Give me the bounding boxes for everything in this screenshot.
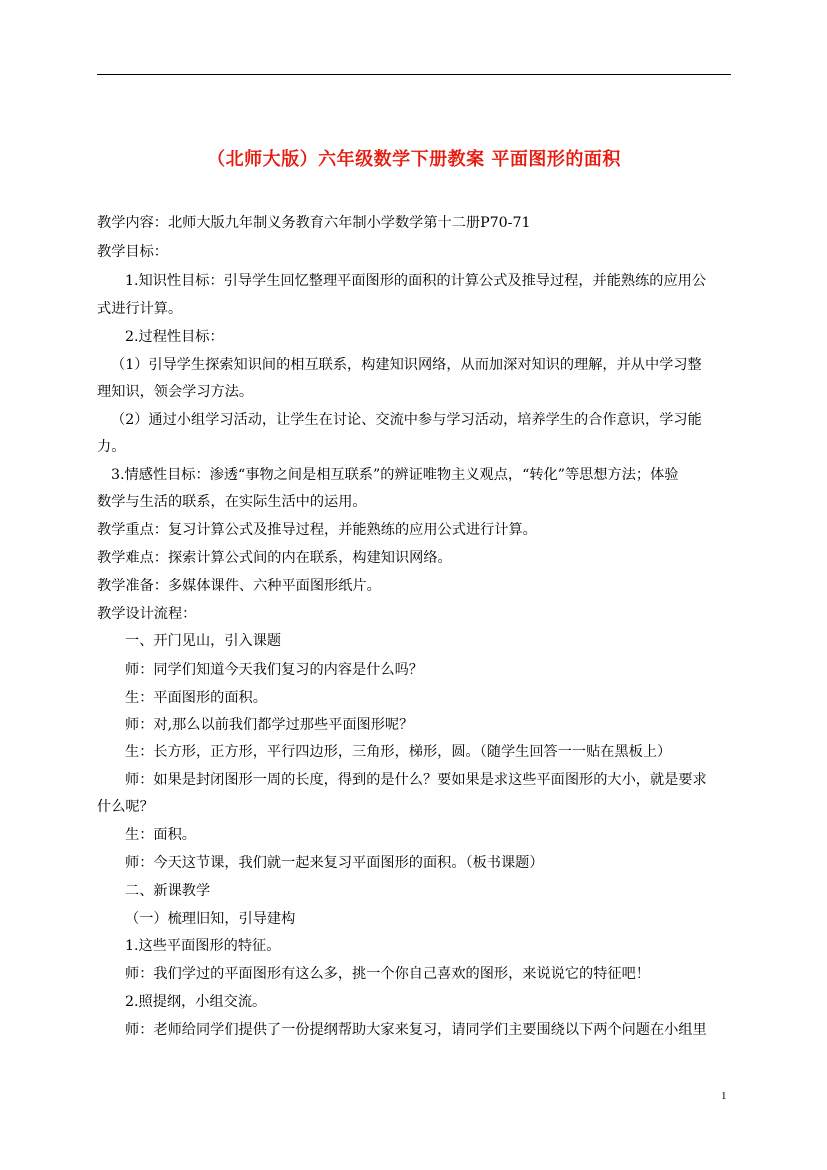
text-line: 师：如果是封闭图形一周的长度，得到的是什么？要如果是求这些平面图形的大小，就是要求 xyxy=(125,772,707,788)
text-line: 师：我们学过的平面图形有这么多，挑一个你自己喜欢的图形，来说说它的特征吧！ xyxy=(125,966,650,982)
text-line: 什么呢？ xyxy=(97,799,154,815)
text-line-key-points: 教学重点：复习计算公式及推导过程，并能熟练的应用公式进行计算。 xyxy=(97,522,537,538)
text-line: 2.照提纲，小组交流。 xyxy=(125,994,267,1010)
text-line-content: 教学内容：北师大版九年制义务教育六年制小学数学第十二册P70-71 xyxy=(97,215,531,231)
page-number: 1 xyxy=(721,1090,727,1102)
text-line: 生：面积。 xyxy=(125,827,196,843)
text-line: 师：今天这节课，我们就一起来复习平面图形的面积。（板书课题） xyxy=(125,855,544,871)
text-line: （2）通过小组学习活动，让学生在讨论、交流中参与学习活动，培养学生的合作意识，学习能 xyxy=(111,412,702,428)
text-line: 师：老师给同学们提供了一份提纲帮助大家来复习，请同学们主要围绕以下两个问题在小组里 xyxy=(125,1022,707,1038)
text-line: 师：对,那么以前我们都学过那些平面图形呢？ xyxy=(125,717,414,733)
text-line: 生：长方形，正方形，平行四边形，三角形，梯形，圆。（随学生回答一一贴在黑板上） xyxy=(125,744,672,760)
subsection-heading: （一）梳理旧知，引导建构 xyxy=(125,911,296,927)
text-line-preparation: 教学准备：多媒体课件、六种平面图形纸片。 xyxy=(97,578,381,594)
text-line: 生：平面图形的面积。 xyxy=(125,690,267,706)
text-line: 3.情感性目标：渗透“事物之间是相互联系”的辨证唯物主义观点，“转化”等思想方法；体验 xyxy=(111,467,679,483)
section-heading: 二、新课教学 xyxy=(125,883,211,899)
text-line: 式进行计算。 xyxy=(97,301,183,317)
text-line: 2.过程性目标： xyxy=(125,329,224,345)
text-line: 1.这些平面图形的特征。 xyxy=(125,938,281,954)
text-line-objectives: 教学目标： xyxy=(97,244,168,260)
section-heading: 一、开门见山，引入课题 xyxy=(125,633,282,649)
text-line: 师：同学们知道今天我们复习的内容是什么吗？ xyxy=(125,662,423,678)
text-line: 数学与生活的联系，在实际生活中的运用。 xyxy=(97,494,367,510)
text-line-flow: 教学设计流程： xyxy=(97,606,197,622)
text-line: （1）引导学生探索知识间的相互联系，构建知识网络，从而加深对知识的理解，并从中学习整 xyxy=(111,357,702,373)
text-line: 理知识，领会学习方法。 xyxy=(97,384,254,400)
text-line: 力。 xyxy=(97,439,126,455)
header-rule xyxy=(97,74,731,75)
text-line-difficulties: 教学难点：探索计算公式间的内在联系，构建知识网络。 xyxy=(97,550,452,566)
text-line: 1.知识性目标：引导学生回忆整理平面图形的面积的计算公式及推导过程，并能熟练的应用公 xyxy=(125,273,707,289)
document-title: （北师大版）六年级数学下册教案 平面图形的面积 xyxy=(207,149,621,170)
